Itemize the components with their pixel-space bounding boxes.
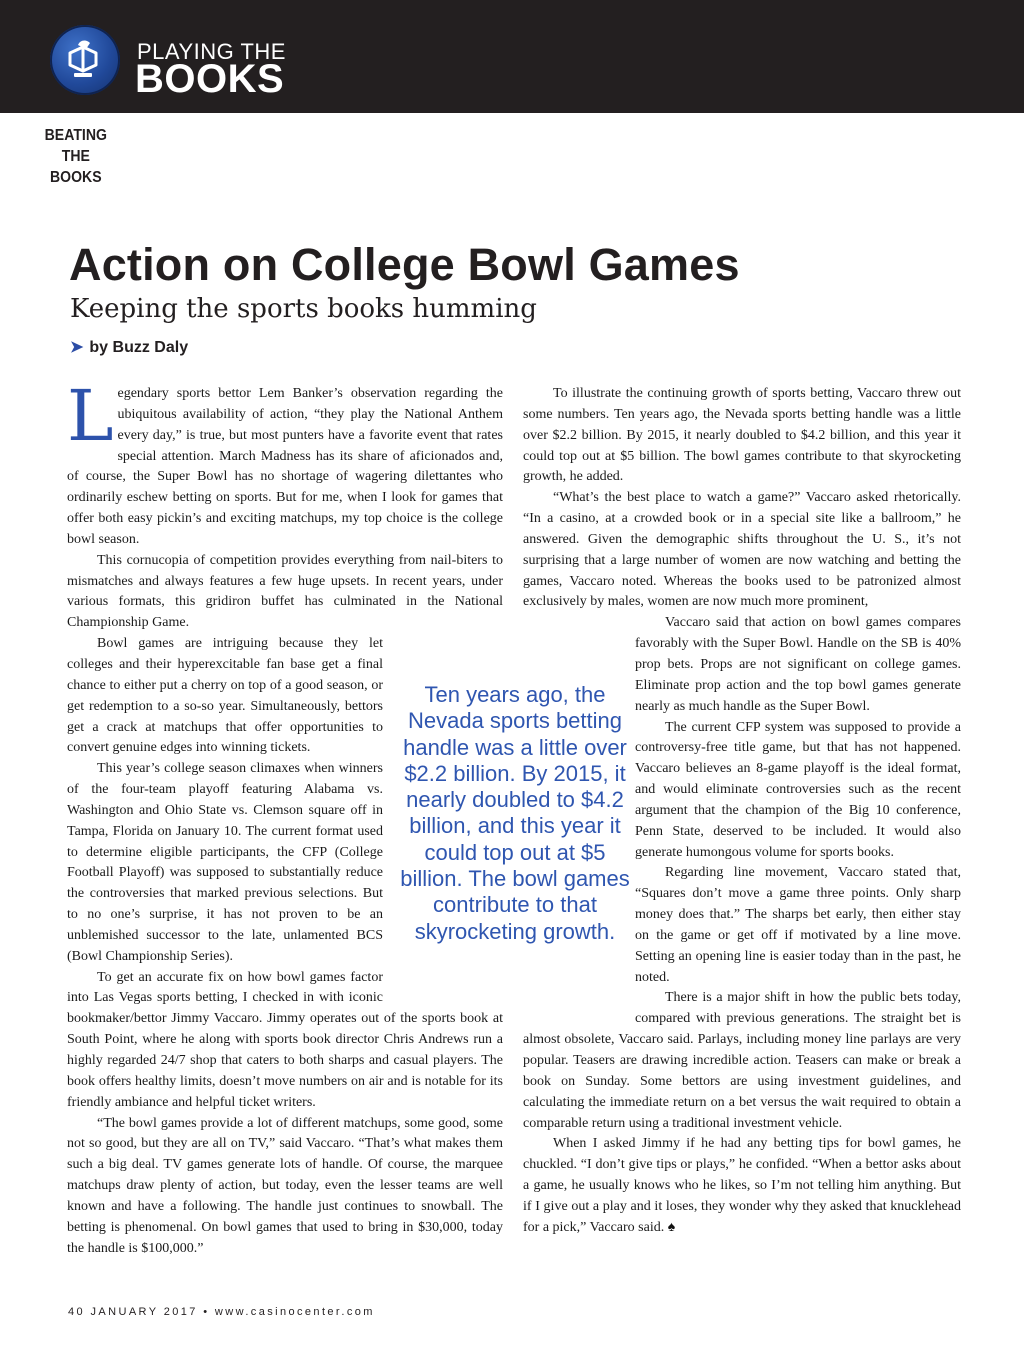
paragraph-text: Bowl games are intriguing because they let colleges and their hyperexcitable fan base get a final chance to either put a cherry on top of a good season, or get redemption to a so-so year. Simultaneously, bettors get a crack at matchups that offer opportunities to convert genuine edges into winning tickets. xyxy=(67,636,383,756)
paragraph: To get an accurate fix on how bowl games factor into Las Vegas sports betting, I checked in with iconic bookmaker/bettor Jimmy Vaccaro. Jimmy operates out of the sports book at South Point, where he along with sports book director Chris Andrews run a highly regarded 24/7 shop that caters to both sharps and casual players. The book offers healthy limits, doesn’t move numbers on air and is notable for its friendly ambiance and helpful ticket writers. xyxy=(67,969,503,1110)
paragraph-text: When I asked Jimmy if he had any betting tips for bowl games, he chuckled. “I don’t give tips or plays,” he confided. “When a bettor asks about a game, he usually knows who he likes, so I’m not telling him anything. But if I give out a play and it loses, they wonder why they asked that knucklehead for a pick,” Vaccaro said. xyxy=(523,1136,961,1235)
paragraph: Regarding line movement, Vaccaro stated that, “Squares don’t move a game three points. Only sharp money does that.” The sharps bet early, then either stay on the game or get off if motivated by a line move. Setting an opening line is easier today than in the past, he noted. xyxy=(635,865,961,985)
paragraph: There is a major shift in how the public bets today, compared with previous generations. The straight bet is almost obsolete, Vaccaro said. Parlays, including money line parlays are very popular. Teasers are drawing incredible action. Teasers can make or break a book on Sunday. Some bettors are using investment guidelines, and calculating the immediate return on a bet versus the wait required to obtain a comparable return using a traditional investment vehicle. xyxy=(523,990,961,1131)
paragraph: The current CFP system was supposed to provide a controversy-free title game, but that has not happened. Vaccaro believes an 8-game playoff is the ideal format, and would eliminate controversies such as the recent argument that the champion of the Big 10 conference, Penn State, deserved to be included. It would also generate humongous volume for sports books. xyxy=(635,719,961,860)
spade-end-mark-icon: ♠ xyxy=(667,1219,676,1235)
paragraph: This cornucopia of competition provides everything from nail-biters to mismatches and always features a few huge upsets. In recent years, under various formats, this gridiron buffet has culminated in the National Championship Game. xyxy=(67,552,503,631)
page-footer: 40 JANUARY 2017 • www.casinocenter.com xyxy=(68,1306,375,1318)
brand-line-top: PLAYING THE xyxy=(137,39,286,64)
section-label-line1: BEATING xyxy=(44,127,107,144)
paragraph: “The bowl games provide a lot of different matchups, some good, some not so good, but they are all on TV,” said Vaccaro. “That’s what makes them such a big deal. TV games generate lots of handle. Of course, the marquee matchups draw plenty of action, but today, even the lesser teams are well known and have a following. The handle just continues to snowball. The betting is phenomenal. On bowl games that used to bring in $30,000, today the handle is $100,000.” xyxy=(67,1115,503,1256)
section-label-line2: THE BOOKS xyxy=(49,148,102,186)
brand-line-bottom: BOOKS xyxy=(135,57,285,101)
book-wrench-icon xyxy=(50,25,120,95)
arrow-right-icon: ➤ xyxy=(70,339,84,356)
pull-quote: Ten years ago, the Nevada sports betting handle was a little over $2.2 billion. By 2015, it nearly doubled to $4.2 billion, and this year it could top out at $5 billion. The bowl games contribute to that skyrocketing growth. xyxy=(400,682,630,944)
byline xyxy=(70,337,188,359)
article-subtitle: Keeping the sports books humming xyxy=(70,294,537,324)
paragraph-text: egendary sports bettor Lem Banker’s observation regarding the ubiquitous availability of action, “they play the National Anthem every day,” is true, but most punters have a favorite event that rates special attention. March Madness has its share of aficionados and, of course, the Super Bowl has no shortage of wagering dilettantes who ordinarily eschew betting on sports. But for me, when I look for games that offer both easy pickin’s and exciting matchups, my top choice is the college bowl season. xyxy=(67,386,503,547)
paragraph-text: Vaccaro said that action on bowl games compares favorably with the Super Bowl. Handle on the SB is 40% prop bets. Props are not significant on college games. Eliminate prop action and the top bowl games generate nearly as much handle as the Super Bowl. xyxy=(635,615,961,714)
paragraph xyxy=(67,375,503,551)
paragraph: This year’s college season climaxes when winners of the four-team playoff featuring Alabama vs. Washington and Ohio State vs. Clemson square off in Tampa, Florida on January 10. The current format used to determine eligible participants, the CFP (College Football Playoff) was supposed to substantially reduce the controversies that marked previous selections. But to no one’s surprise, it has not proven to be an unblemished successor to the late, unlamented BCS (Bowl Championship Series). xyxy=(67,761,383,964)
paragraph: To illustrate the continuing growth of sports betting, Vaccaro threw out some numbers. Ten years ago, the Nevada sports betting handle was a little over $2.2 billion. By 2015, it nearly doubled to $4.2 billion, and this year it could top out at $5 billion. The bowl games contribute to that skyrocketing growth, he added. xyxy=(523,386,961,485)
header-bar xyxy=(0,0,1024,113)
paragraph: “What’s the best place to watch a game?” Vaccaro asked rhetorically. “In a casino, at a crowded book or in a special site like a ballroom,” he answered. Given the demographic shifts throughout the U. S., it’s not surprising that a large number of women are now watching and betting the games, Vaccaro noted. Whereas the books used to be patronized almost exclusively by males, women are now much more prominent, xyxy=(523,490,961,610)
article-title: Action on College Bowl Games xyxy=(69,239,740,290)
paragraph xyxy=(523,1134,961,1238)
drop-cap: L xyxy=(67,375,114,457)
section-label xyxy=(34,125,118,188)
byline-text: by Buzz Daly xyxy=(89,339,189,356)
